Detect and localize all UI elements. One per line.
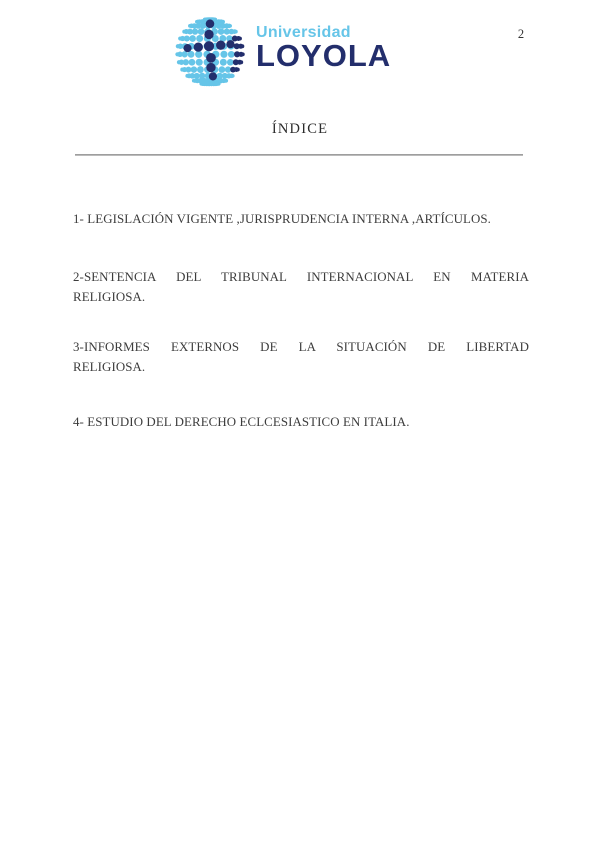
index-item-line: 2-SENTENCIA DEL TRIBUNAL INTERNACIONAL EN MATERIA <box>73 270 529 284</box>
index-item-line: RELIGIOSA. <box>73 360 146 374</box>
logo-loyola-text: LOYOLA <box>256 38 392 73</box>
index-item-line: 4- ESTUDIO DEL DERECHO ECLCESIASTICO EN ITALIA. <box>73 415 410 429</box>
page-number: 2 <box>517 27 525 41</box>
index-item <box>73 209 529 229</box>
logo-universidad-text: Universidad <box>256 24 351 41</box>
index-item-line: 3-INFORMES EXTERNOS DE LA SITUACIÓN DE LIBERTAD <box>73 340 529 354</box>
index-item <box>73 412 529 432</box>
index-item <box>73 337 529 377</box>
page-title: ÍNDICE <box>271 121 329 137</box>
index-list <box>73 0 529 432</box>
index-item-line: 1- LEGISLACIÓN VIGENTE ,JURISPRUDENCIA INTERNA ,ARTÍCULOS. <box>73 212 491 226</box>
index-item <box>73 267 529 307</box>
index-item-line: RELIGIOSA. <box>73 290 146 304</box>
